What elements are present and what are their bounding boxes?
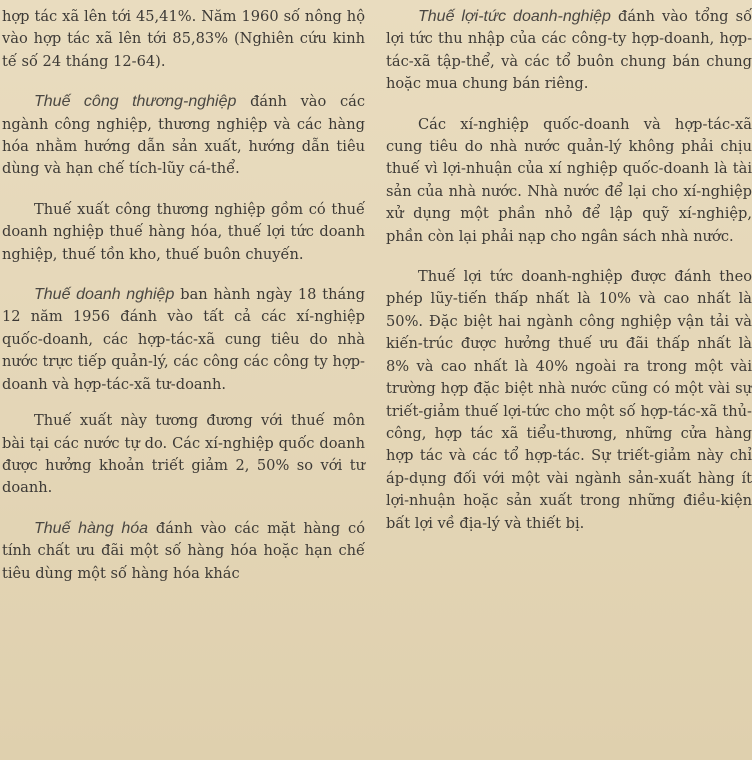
section-term: Thuế doanh nghiệp <box>34 286 175 304</box>
paragraph: Thuế hàng hóa đánh vào các mặt hàng có tính chất ưu đãi một số hàng hóa hoặc hạn chế tiêu dùng một số hàng hóa khác <box>2 519 365 582</box>
paragraph: Thuế xuất công thương nghiệp gồm có thuế doanh nghiệp thuế hàng hóa, thuế lợi tức doanh nghiệp, thuế tồn kho, thuế buôn chuyến. <box>2 200 365 263</box>
paragraph: Thuế lợi-tức doanh-nghiệp đánh vào tổng số lợi tức thu nhập của các công-ty hợp-doanh, hợp-tác-xã tập-thể, và các tổ buôn chung bán chung hoặc mua chung bán riêng. <box>386 8 752 93</box>
paragraph: Các xí-nghiệp quốc-doanh và hợp-tác-xã cung tiêu do nhà nước quản-lý không phải chịu thuế vì lợi-nhuận của xí nghiệp quốc-doanh là tài sản của nhà nước. Nhà nước để lại cho xí-nghiệp xử dụng một phần nhỏ để lập quỹ xí-nghiệp, phần còn lại phải nạp cho ngân sách nhà nước. <box>386 115 752 245</box>
right-column <box>386 6 752 553</box>
paragraph: Thuế công thương-nghiệp đánh vào các ngành công nghiệp, thương nghiệp và các hàng hóa nhằm hướng dẫn sản xuất, hướng dẫn tiêu dùng và hạn chế tích-lũy cá-thể. <box>2 93 365 178</box>
left-column <box>2 6 365 603</box>
paragraph: Thuế lợi tức doanh-nghiệp được đánh theo phép lũy-tiến thấp nhất là 10% và cao nhất là 50%. Đặc biệt hai ngành công nghiệp vận tải và kiến-trúc được hưởng thuế ưu đãi thấp nhất là 8% và cao nhất là 40% ngoài ra trong một vài trường hợp đặc biệt nhà nước cũng có một vài sự triết-giảm thuế lợi-tức cho một số hợp-tác-xã thủ-công, hợp tác xã tiểu-thương, những cửa hàng hợp tác và các tổ hợp-tác. Sự triết-giảm này chỉ áp-dụng đối với một vài ngành sản-xuất hàng ít lợi-nhuận hoặc sản xuất trong những điều-kiện bất lợi về địa-lý và thiết bị. <box>386 268 752 532</box>
paragraph: hợp tác xã lên tới 45,41%. Năm 1960 số nông hộ vào hợp tác xã lên tới 85,83% (Nghiên cứu kinh tế số 24 tháng 12-64). <box>2 8 365 70</box>
section-term: Thuế lợi-tức doanh-nghiệp <box>418 8 611 25</box>
paragraph: Thuế doanh nghiệp ban hành ngày 18 tháng 12 năm 1956 đánh vào tất cả các xí-nghiệp quốc-doanh, các hợp-tác-xã cung tiêu do nhà nước trực tiếp quản-lý, các công các công ty hợp-doanh và hợp-tác-xã tư-doanh. <box>2 286 365 393</box>
paragraph: Thuế xuất này tương đương với thuế môn bài tại các nước tự do. Các xí-nghiệp quốc doanh được hưởng khoản triết giảm 2, 50% so với tư doanh. <box>2 412 365 497</box>
section-term: Thuế công thương-nghiệp <box>34 93 237 111</box>
section-term: Thuế hàng hóa <box>34 519 149 537</box>
